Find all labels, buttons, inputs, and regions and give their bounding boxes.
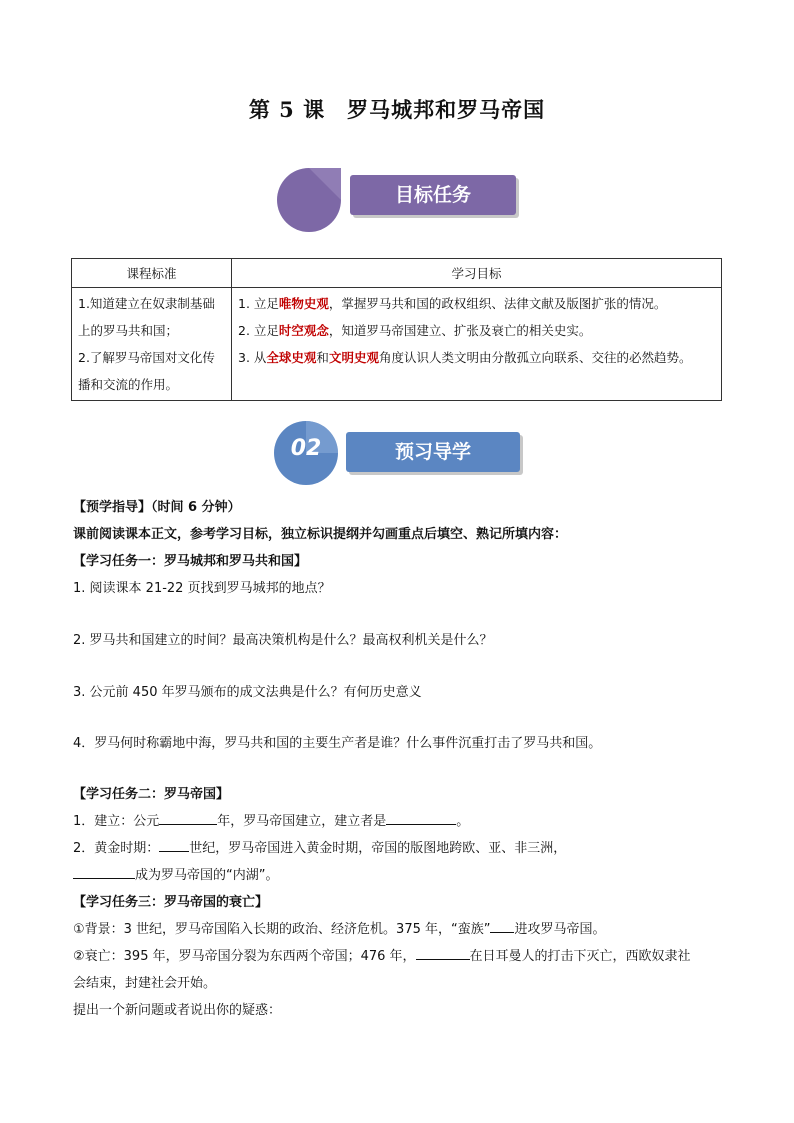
standard-item: 1.知道建立在奴隶制基础上的罗马共和国； (78, 296, 215, 338)
task2-line-3: 成为罗马帝国的“内湖”。 (73, 864, 278, 883)
task1-question-2: 2. 罗马共和国建立的时间？最高决策机构是什么？最高权利机关是什么？ (73, 633, 493, 648)
task3-line-2: ②衰亡：395 年，罗马帝国分裂为东西两个帝国；476 年， 在日耳曼人的打击下灭亡，西欧奴隶社 (73, 945, 691, 964)
goals-cell (232, 288, 722, 401)
task2-heading: 【学习任务二：罗马帝国】 (73, 787, 230, 802)
table-header-goals: 学习目标 (232, 259, 722, 288)
closing-prompt: 提出一个新问题或者说出你的疑惑： (73, 1003, 282, 1018)
task1-question-3: 3. 公元前 450 年罗马颁布的成文法典是什么？有何历史意义 (73, 685, 422, 700)
fill-blank[interactable] (159, 838, 189, 852)
standards-cell (72, 288, 232, 401)
fill-blank[interactable] (416, 946, 470, 960)
task3-line-3: 会结束，封建社会开始。 (73, 976, 217, 991)
section-number: 02 (290, 436, 322, 461)
task1-question-4: 4．罗马何时称霸地中海，罗马共和国的主要生产者是谁？什么事件沉重打击了罗马共和国。 (73, 736, 602, 751)
goal-item: 3. 从全球史观和文明史观角度认识人类文明由分散孤立向联系、交往的必然趋势。 (238, 350, 692, 365)
fill-blank[interactable] (73, 865, 135, 879)
goals-table (71, 258, 722, 401)
guide-heading: 【预学指导】（时间 6 分钟） (73, 500, 241, 515)
quarter-circle-icon (275, 166, 343, 234)
fill-blank[interactable] (386, 811, 456, 825)
section-label-preview: 预习导学 (346, 432, 520, 472)
task1-heading: 【学习任务一：罗马城邦和罗马共和国】 (73, 554, 308, 569)
standard-item: 2.了解罗马帝国对文化传播和交流的作用。 (78, 350, 215, 392)
page-title: 第 5 课 罗马城邦和罗马帝国 (248, 97, 546, 122)
task3-heading: 【学习任务三：罗马帝国的衰亡】 (73, 895, 269, 910)
goal-item: 2. 立足时空观念，知道罗马帝国建立、扩张及衰亡的相关史实。 (238, 323, 592, 338)
fill-blank[interactable] (159, 811, 217, 825)
goal-item: 1. 立足唯物史观，掌握罗马共和国的政权组织、法律文献及版图扩张的情况。 (238, 296, 667, 311)
table-header-standards: 课程标准 (72, 259, 232, 288)
task1-question-1: 1. 阅读课本 21-22 页找到罗马城邦的地点？ (73, 581, 331, 596)
task2-line-2: 2．黄金时期： 世纪，罗马帝国进入黄金时期，帝国的版图地跨欧、亚、非三洲， (73, 837, 566, 856)
section-label-goals: 目标任务 (350, 175, 516, 215)
task2-line-1: 1．建立：公元 年，罗马帝国建立，建立者是 。 (73, 810, 469, 829)
task3-line-1: ①背景：3 世纪，罗马帝国陷入长期的政治、经济危机。375 年，“蛮族” 进攻罗马帝国。 (73, 918, 606, 937)
fill-blank[interactable] (490, 919, 514, 933)
guide-instruction: 课前阅读课本正文，参考学习目标，独立标识提纲并勾画重点后填空、熟记所填内容： (73, 527, 568, 542)
